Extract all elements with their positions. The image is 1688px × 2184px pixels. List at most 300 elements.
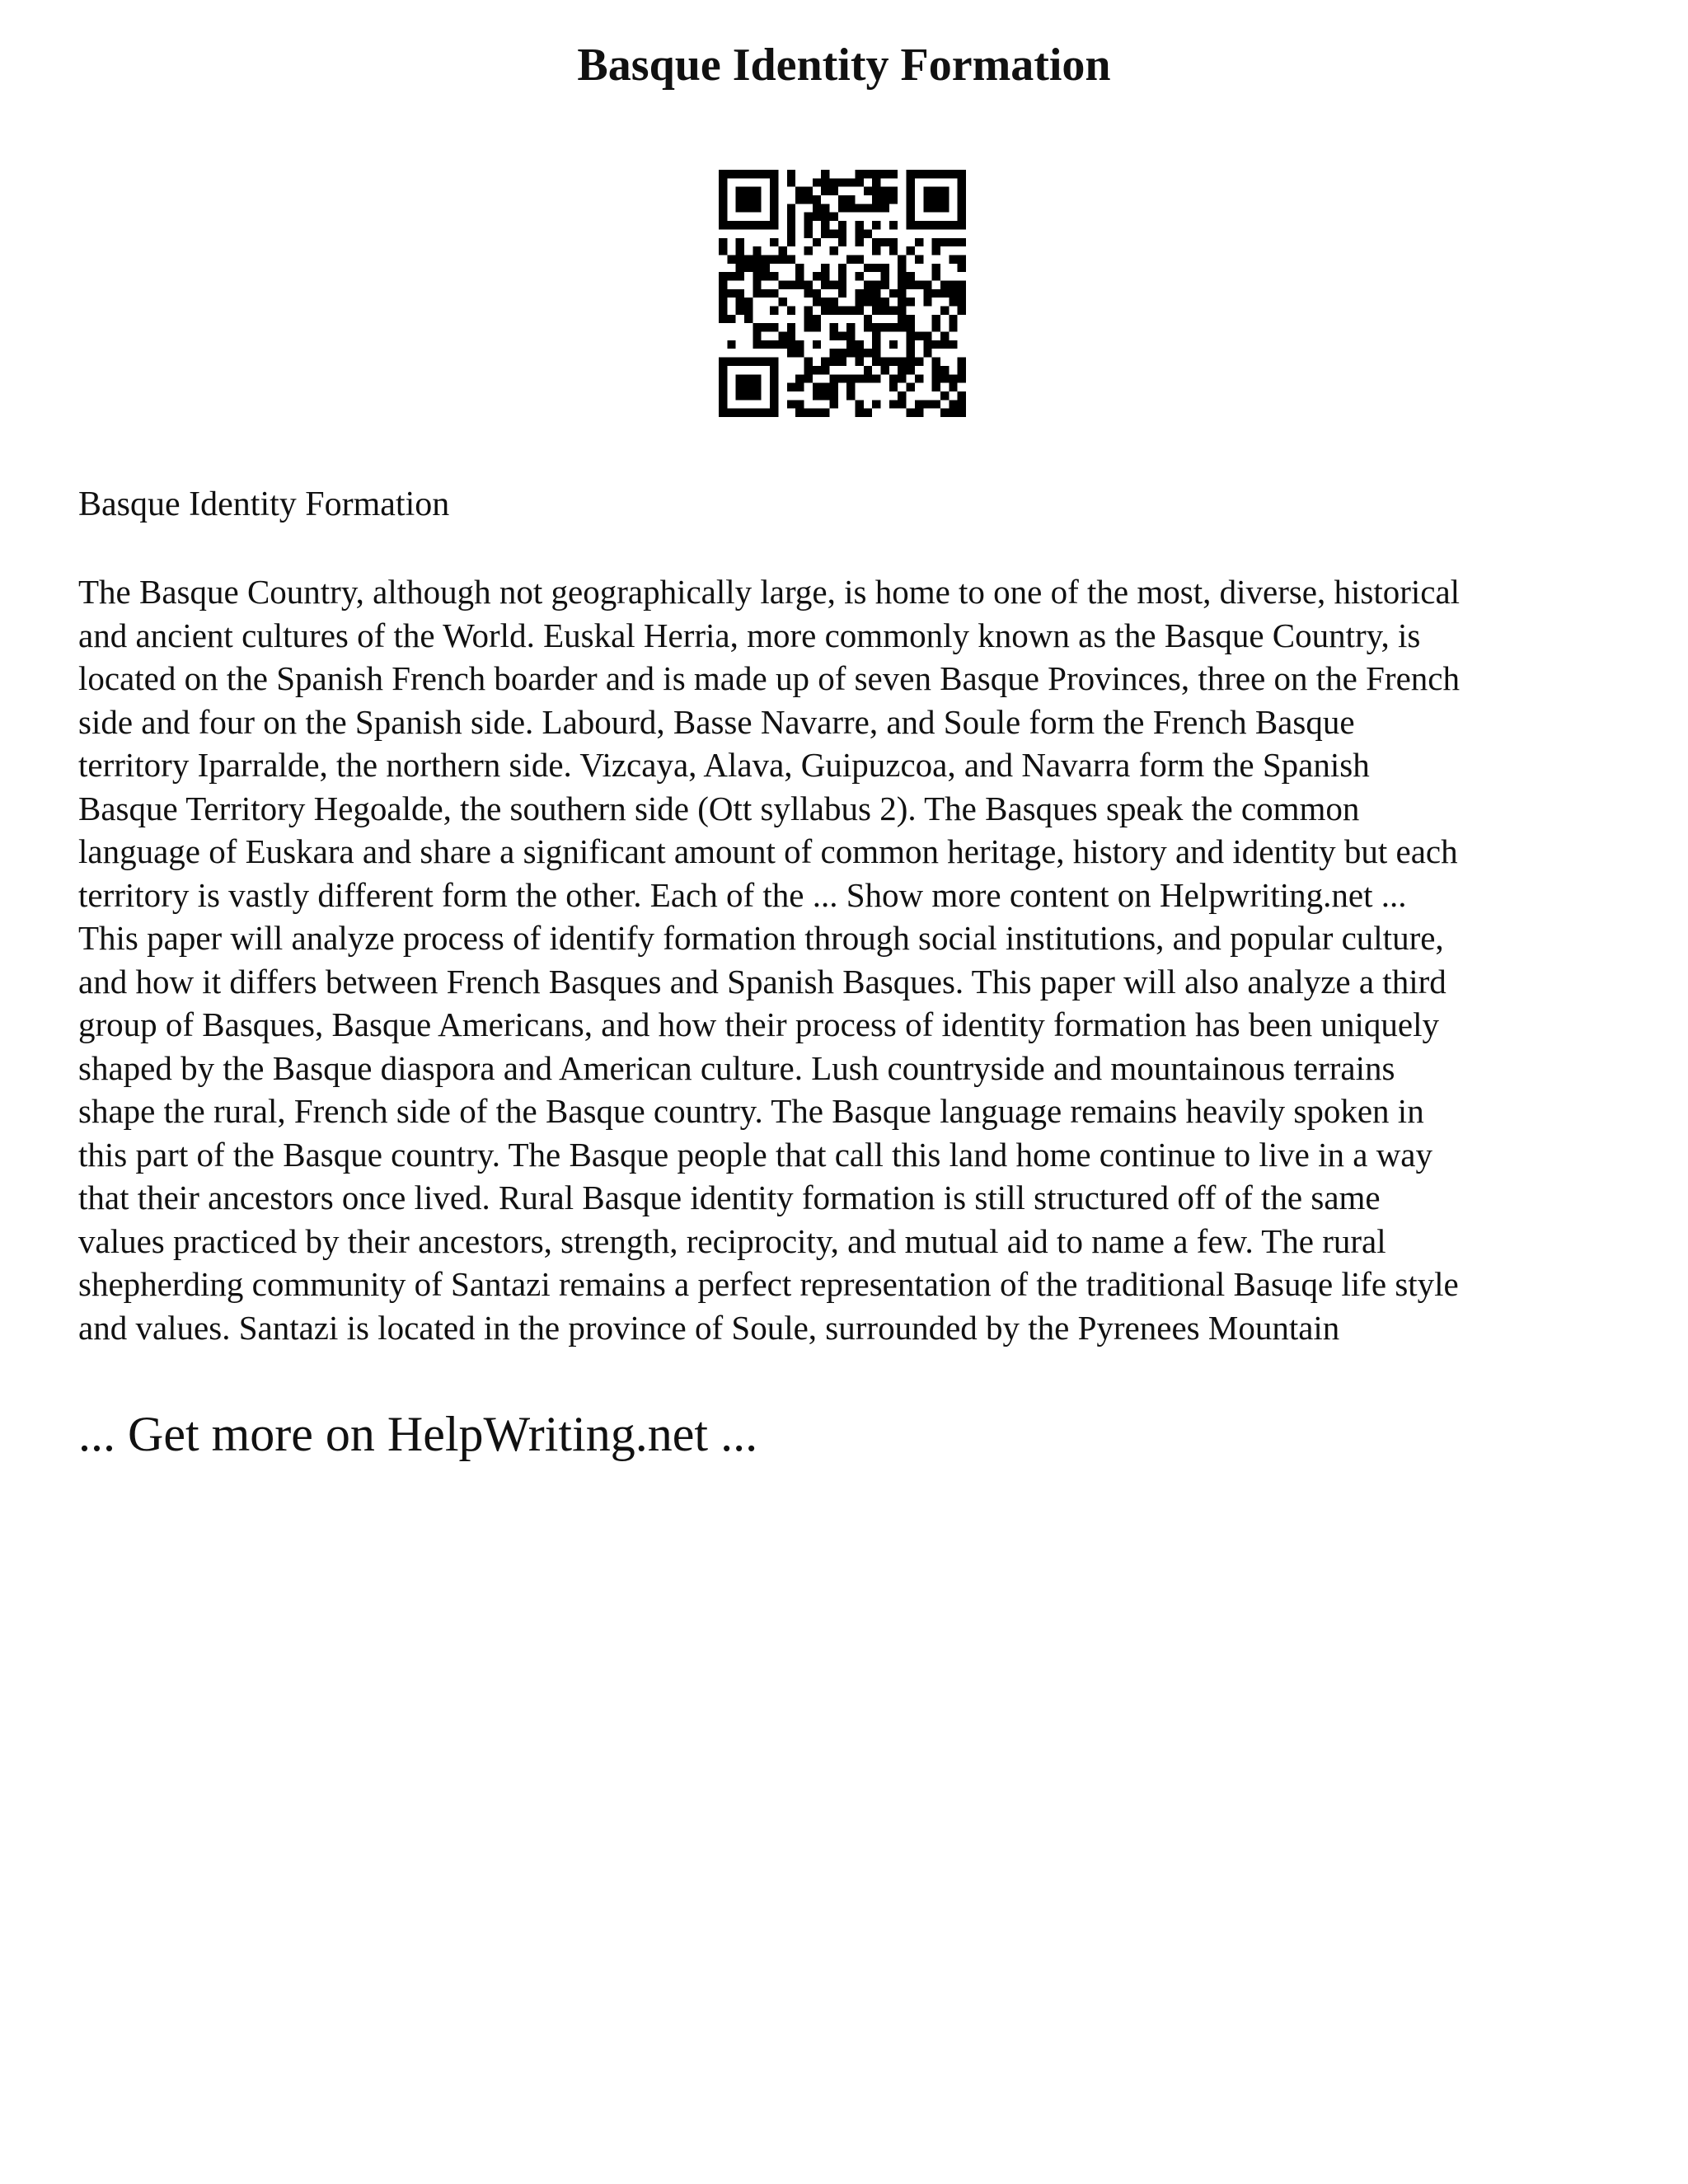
qr-module bbox=[778, 255, 786, 263]
qr-module bbox=[932, 195, 940, 204]
qr-module bbox=[881, 170, 889, 178]
qr-module bbox=[719, 409, 727, 417]
qr-module bbox=[787, 170, 795, 178]
qr-module bbox=[719, 238, 727, 246]
qr-module bbox=[762, 409, 770, 417]
body-line: that their ancestors once lived. Rural Basque identity formation is still structured off of the same bbox=[78, 1179, 1381, 1216]
qr-module bbox=[907, 272, 915, 280]
qr-module bbox=[770, 358, 778, 366]
qr-module bbox=[778, 340, 786, 349]
qr-module bbox=[770, 323, 778, 331]
qr-module bbox=[889, 383, 898, 391]
body-line: this part of the Basque country. The Basque people that call this land home continue to live in a way bbox=[78, 1135, 1433, 1174]
qr-module bbox=[949, 400, 957, 408]
qr-module bbox=[736, 298, 744, 306]
qr-module bbox=[753, 409, 761, 417]
get-more-link[interactable]: ... Get more on HelpWriting.net ... bbox=[78, 1407, 758, 1461]
qr-module bbox=[949, 238, 957, 246]
qr-module bbox=[958, 289, 966, 298]
qr-module bbox=[736, 383, 744, 391]
qr-module bbox=[719, 298, 727, 306]
qr-module bbox=[795, 409, 804, 417]
qr-module bbox=[829, 383, 837, 391]
qr-module bbox=[923, 187, 931, 195]
qr-module bbox=[940, 374, 949, 382]
qr-module bbox=[821, 272, 829, 280]
qr-module bbox=[838, 358, 846, 366]
qr-module bbox=[907, 195, 915, 204]
qr-module bbox=[940, 195, 949, 204]
qr-module bbox=[846, 383, 855, 391]
qr-module bbox=[932, 204, 940, 212]
qr-module bbox=[744, 409, 753, 417]
qr-module bbox=[727, 340, 735, 349]
qr-module bbox=[958, 187, 966, 195]
qr-module bbox=[719, 204, 727, 212]
qr-module bbox=[864, 280, 872, 288]
qr-module bbox=[736, 391, 744, 400]
qr-module bbox=[864, 229, 872, 237]
qr-module bbox=[856, 340, 864, 349]
qr-module bbox=[813, 298, 821, 306]
qr-module bbox=[915, 170, 923, 178]
qr-module bbox=[719, 289, 727, 298]
qr-module bbox=[744, 170, 753, 178]
qr-module bbox=[940, 307, 949, 315]
qr-module bbox=[719, 221, 727, 229]
qr-module bbox=[727, 272, 735, 280]
qr-module bbox=[795, 383, 804, 391]
qr-module bbox=[770, 391, 778, 400]
qr-module bbox=[864, 323, 872, 331]
qr-module bbox=[762, 358, 770, 366]
qr-module bbox=[804, 374, 812, 382]
qr-module bbox=[770, 221, 778, 229]
qr-module bbox=[889, 340, 898, 349]
qr-module bbox=[940, 366, 949, 374]
qr-module bbox=[770, 178, 778, 186]
qr-module bbox=[940, 409, 949, 417]
qr-module bbox=[719, 213, 727, 221]
qr-module bbox=[864, 366, 872, 374]
qr-module bbox=[778, 298, 786, 306]
qr-module bbox=[898, 358, 906, 366]
qr-module bbox=[846, 349, 855, 357]
qr-module bbox=[744, 187, 753, 195]
qr-module bbox=[881, 358, 889, 366]
qr-module bbox=[856, 238, 864, 246]
qr-module bbox=[915, 358, 923, 366]
qr-module bbox=[795, 187, 804, 195]
qr-module bbox=[719, 280, 727, 288]
qr-module bbox=[932, 272, 940, 280]
qr-module bbox=[719, 187, 727, 195]
qr-module bbox=[940, 280, 949, 288]
qr-module bbox=[821, 170, 829, 178]
qr-module bbox=[932, 400, 940, 408]
qr-module bbox=[958, 238, 966, 246]
qr-module bbox=[778, 332, 786, 340]
qr-module bbox=[958, 204, 966, 212]
qr-module bbox=[736, 264, 744, 272]
qr-module bbox=[889, 400, 898, 408]
qr-module bbox=[872, 307, 880, 315]
qr-module bbox=[864, 298, 872, 306]
qr-module bbox=[872, 246, 880, 255]
qr-module bbox=[736, 307, 744, 315]
qr-module bbox=[778, 246, 786, 255]
qr-module bbox=[846, 340, 855, 349]
qr-module bbox=[958, 264, 966, 272]
qr-module bbox=[889, 187, 898, 195]
qr-module bbox=[958, 400, 966, 408]
qr-module bbox=[864, 289, 872, 298]
qr-module bbox=[923, 195, 931, 204]
qr-module bbox=[923, 349, 931, 357]
qr-code-icon bbox=[719, 170, 966, 417]
qr-module bbox=[872, 187, 880, 195]
qr-module bbox=[770, 400, 778, 408]
qr-module bbox=[762, 255, 770, 263]
qr-module bbox=[753, 221, 761, 229]
qr-module bbox=[736, 246, 744, 255]
qr-module bbox=[856, 358, 864, 366]
body-line: and ancient cultures of the World. Euskal Herria, more commonly known as the Basque Country, is bbox=[78, 616, 1421, 654]
qr-module bbox=[889, 307, 898, 315]
qr-module bbox=[813, 315, 821, 323]
qr-module bbox=[932, 238, 940, 246]
qr-module bbox=[940, 221, 949, 229]
qr-module bbox=[804, 213, 812, 221]
qr-module bbox=[872, 332, 880, 340]
qr-module bbox=[958, 195, 966, 204]
qr-module bbox=[727, 315, 735, 323]
qr-module bbox=[770, 409, 778, 417]
body-line: Basque Territory Hegoalde, the southern side (Ott syllabus 2). The Basques speak the common bbox=[78, 789, 1360, 827]
qr-module bbox=[787, 221, 795, 229]
qr-module bbox=[881, 187, 889, 195]
qr-module bbox=[838, 307, 846, 315]
qr-module bbox=[736, 187, 744, 195]
qr-module bbox=[864, 170, 872, 178]
qr-module bbox=[736, 409, 744, 417]
qr-module bbox=[949, 383, 957, 391]
body-line: and values. Santazi is located in the province of Soule, surrounded by the Pyrenees Mountain bbox=[78, 1308, 1340, 1347]
qr-module bbox=[907, 187, 915, 195]
qr-module bbox=[932, 340, 940, 349]
qr-module bbox=[958, 213, 966, 221]
qr-module bbox=[864, 374, 872, 382]
qr-module bbox=[958, 298, 966, 306]
qr-module bbox=[846, 204, 855, 212]
qr-module bbox=[881, 264, 889, 272]
qr-module bbox=[829, 298, 837, 306]
qr-module bbox=[889, 238, 898, 246]
qr-module bbox=[932, 170, 940, 178]
qr-module bbox=[932, 187, 940, 195]
qr-module bbox=[856, 178, 864, 186]
qr-module bbox=[821, 409, 829, 417]
qr-module bbox=[923, 340, 931, 349]
qr-module bbox=[915, 280, 923, 288]
qr-module bbox=[958, 307, 966, 315]
qr-module bbox=[856, 272, 864, 280]
qr-module bbox=[898, 264, 906, 272]
qr-module bbox=[753, 332, 761, 340]
qr-module bbox=[736, 272, 744, 280]
qr-module bbox=[872, 264, 880, 272]
body-line: territory is vastly different form the other. Each of the ... Show more content on Helpwriting.net ... bbox=[78, 875, 1407, 914]
qr-module bbox=[846, 195, 855, 204]
qr-module bbox=[856, 374, 864, 382]
qr-module bbox=[753, 204, 761, 212]
qr-module bbox=[949, 340, 957, 349]
qr-module bbox=[753, 170, 761, 178]
qr-module bbox=[804, 221, 812, 229]
qr-module bbox=[889, 221, 898, 229]
qr-module bbox=[736, 358, 744, 366]
qr-module bbox=[813, 391, 821, 400]
qr-module bbox=[907, 298, 915, 306]
qr-module bbox=[958, 366, 966, 374]
qr-module bbox=[838, 229, 846, 237]
qr-module bbox=[846, 332, 855, 340]
qr-module bbox=[889, 374, 898, 382]
qr-module bbox=[872, 400, 880, 408]
qr-module bbox=[907, 170, 915, 178]
qr-module bbox=[829, 229, 837, 237]
qr-module bbox=[932, 323, 940, 331]
qr-module bbox=[949, 280, 957, 288]
qr-module bbox=[958, 280, 966, 288]
qr-module bbox=[821, 229, 829, 237]
qr-module bbox=[753, 280, 761, 288]
qr-module bbox=[940, 289, 949, 298]
qr-module bbox=[762, 264, 770, 272]
qr-module bbox=[744, 221, 753, 229]
qr-module bbox=[719, 374, 727, 382]
qr-module bbox=[907, 213, 915, 221]
qr-module bbox=[958, 409, 966, 417]
qr-module bbox=[898, 400, 906, 408]
qr-module bbox=[932, 246, 940, 255]
qr-module bbox=[932, 358, 940, 366]
qr-module bbox=[787, 204, 795, 212]
qr-module bbox=[872, 178, 880, 186]
qr-module bbox=[770, 289, 778, 298]
qr-module bbox=[770, 383, 778, 391]
qr-module bbox=[813, 409, 821, 417]
qr-module bbox=[940, 391, 949, 400]
qr-module bbox=[940, 187, 949, 195]
qr-module bbox=[846, 391, 855, 400]
qr-module bbox=[787, 213, 795, 221]
qr-module bbox=[813, 366, 821, 374]
qr-module bbox=[821, 187, 829, 195]
qr-module bbox=[829, 213, 837, 221]
qr-module bbox=[821, 366, 829, 374]
qr-module bbox=[864, 315, 872, 323]
qr-module bbox=[846, 178, 855, 186]
qr-module bbox=[795, 195, 804, 204]
body-line: This paper will analyze process of identify formation through social institutions, and popular culture, bbox=[78, 919, 1444, 957]
qr-module bbox=[719, 272, 727, 280]
qr-module bbox=[753, 391, 761, 400]
qr-module bbox=[881, 298, 889, 306]
qr-module bbox=[770, 238, 778, 246]
qr-module bbox=[744, 358, 753, 366]
qr-module bbox=[907, 246, 915, 255]
qr-module bbox=[881, 272, 889, 280]
qr-module bbox=[949, 409, 957, 417]
qr-module bbox=[958, 391, 966, 400]
qr-module bbox=[829, 349, 837, 357]
body-line: located on the Spanish French boarder and is made up of seven Basque Provinces, three on the French bbox=[78, 659, 1460, 697]
qr-module bbox=[821, 298, 829, 306]
qr-module bbox=[856, 229, 864, 237]
qr-module bbox=[932, 366, 940, 374]
document-subtitle: Basque Identity Formation bbox=[78, 485, 450, 523]
qr-module bbox=[940, 170, 949, 178]
qr-module bbox=[813, 213, 821, 221]
qr-module bbox=[804, 323, 812, 331]
qr-module bbox=[838, 264, 846, 272]
body-line: values practiced by their ancestors, strength, reciprocity, and mutual aid to name a few. The rural bbox=[78, 1221, 1386, 1260]
qr-module bbox=[804, 307, 812, 315]
qr-module bbox=[719, 315, 727, 323]
qr-module bbox=[770, 374, 778, 382]
qr-module bbox=[753, 289, 761, 298]
qr-module bbox=[838, 280, 846, 288]
qr-module bbox=[829, 358, 837, 366]
qr-module bbox=[753, 187, 761, 195]
qr-module bbox=[907, 280, 915, 288]
qr-module bbox=[856, 289, 864, 298]
qr-module bbox=[958, 374, 966, 382]
qr-module bbox=[864, 349, 872, 357]
qr-module bbox=[856, 170, 864, 178]
qr-module bbox=[770, 272, 778, 280]
qr-module bbox=[829, 400, 837, 408]
qr-module bbox=[923, 289, 931, 298]
qr-module bbox=[907, 323, 915, 331]
qr-module bbox=[907, 366, 915, 374]
qr-module bbox=[719, 195, 727, 204]
qr-module bbox=[889, 323, 898, 331]
qr-module bbox=[787, 280, 795, 288]
qr-module bbox=[719, 391, 727, 400]
qr-module bbox=[821, 391, 829, 400]
qr-module bbox=[821, 213, 829, 221]
qr-module bbox=[856, 255, 864, 263]
qr-module bbox=[736, 195, 744, 204]
qr-module bbox=[736, 255, 744, 263]
qr-module bbox=[727, 289, 735, 298]
qr-module bbox=[744, 315, 753, 323]
qr-module bbox=[923, 221, 931, 229]
qr-module bbox=[932, 221, 940, 229]
qr-module bbox=[915, 374, 923, 382]
qr-module bbox=[804, 358, 812, 366]
qr-module bbox=[744, 383, 753, 391]
body-line: language of Euskara and share a significant amount of common heritage, history and identity but each bbox=[78, 832, 1458, 870]
qr-module bbox=[795, 374, 804, 382]
qr-module bbox=[804, 409, 812, 417]
qr-module bbox=[864, 409, 872, 417]
body-line: and how it differs between French Basques and Spanish Basques. This paper will also analyze a third bbox=[78, 962, 1447, 1001]
qr-module bbox=[864, 264, 872, 272]
qr-module bbox=[915, 238, 923, 246]
qr-module bbox=[923, 170, 931, 178]
qr-module bbox=[762, 340, 770, 349]
body-text bbox=[78, 570, 1620, 1349]
qr-module bbox=[898, 374, 906, 382]
qr-module bbox=[787, 229, 795, 237]
qr-module bbox=[795, 349, 804, 357]
qr-module bbox=[829, 178, 837, 186]
qr-module bbox=[770, 204, 778, 212]
qr-module bbox=[949, 255, 957, 263]
qr-module bbox=[923, 204, 931, 212]
qr-module bbox=[889, 170, 898, 178]
qr-module bbox=[727, 358, 735, 366]
qr-module bbox=[787, 349, 795, 357]
qr-module bbox=[907, 315, 915, 323]
qr-module bbox=[736, 170, 744, 178]
qr-module bbox=[881, 195, 889, 204]
qr-module bbox=[821, 307, 829, 315]
qr-module bbox=[744, 307, 753, 315]
qr-module bbox=[838, 349, 846, 357]
qr-module bbox=[940, 204, 949, 212]
qr-module bbox=[804, 366, 812, 374]
body-line: territory Iparralde, the northern side. Vizcaya, Alava, Guipuzcoa, and Navarra form the Spanish bbox=[78, 746, 1370, 784]
qr-module bbox=[762, 170, 770, 178]
qr-module bbox=[719, 170, 727, 178]
qr-module bbox=[813, 340, 821, 349]
qr-module bbox=[915, 409, 923, 417]
qr-module bbox=[770, 255, 778, 263]
qr-module bbox=[856, 400, 864, 408]
qr-module bbox=[856, 298, 864, 306]
qr-module bbox=[753, 246, 761, 255]
qr-module bbox=[778, 280, 786, 288]
qr-module bbox=[804, 315, 812, 323]
qr-module bbox=[804, 280, 812, 288]
qr-module bbox=[932, 374, 940, 382]
qr-module bbox=[958, 178, 966, 186]
qr-module bbox=[907, 340, 915, 349]
qr-module bbox=[770, 170, 778, 178]
qr-module bbox=[958, 170, 966, 178]
qr-module bbox=[753, 374, 761, 382]
qr-module bbox=[753, 272, 761, 280]
qr-module bbox=[813, 272, 821, 280]
qr-module bbox=[872, 323, 880, 331]
qr-module bbox=[872, 289, 880, 298]
qr-module bbox=[744, 264, 753, 272]
qr-module bbox=[804, 195, 812, 204]
qr-module bbox=[932, 383, 940, 391]
qr-module bbox=[813, 195, 821, 204]
qr-module bbox=[795, 272, 804, 280]
qr-module bbox=[736, 289, 744, 298]
qr-module bbox=[770, 187, 778, 195]
qr-module bbox=[829, 307, 837, 315]
qr-module bbox=[881, 238, 889, 246]
qr-module bbox=[838, 332, 846, 340]
qr-module bbox=[898, 280, 906, 288]
